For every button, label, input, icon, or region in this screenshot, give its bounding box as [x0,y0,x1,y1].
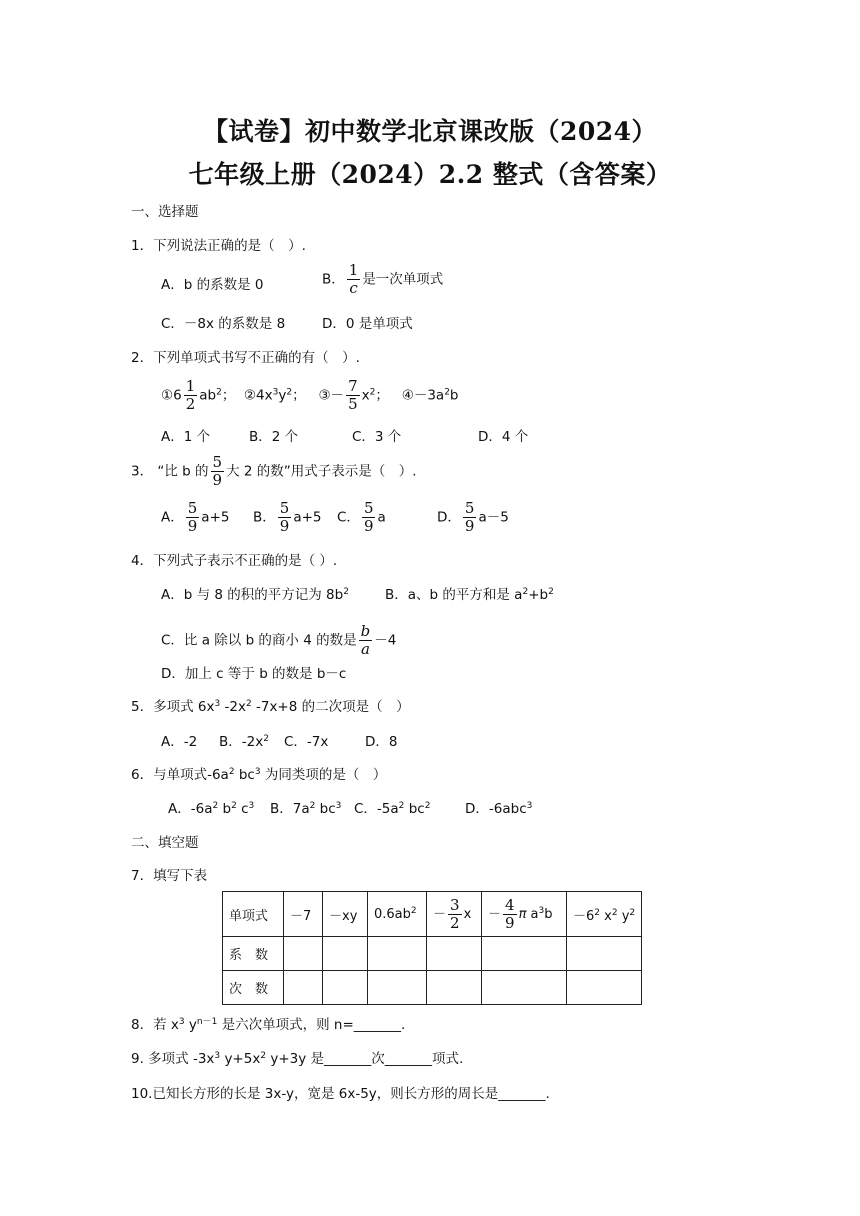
fraction-denominator: 9 [464,517,475,535]
q3-option-b [253,500,322,535]
fraction-denominator: 2 [185,395,196,413]
exponent: 2 [398,801,405,811]
q2-item-2: ②4x [243,387,273,404]
cell-text: － [488,906,502,922]
q2-option-a: A．1 个 [161,429,211,445]
option-text: B．-2x [219,734,264,750]
fraction [278,500,292,535]
fraction-denominator: 9 [212,471,223,489]
pi-symbol: π [518,906,527,922]
fraction-denominator: 5 [348,395,358,413]
option-text: A．-6a [168,801,213,817]
table-cell [427,892,482,937]
table-cell [567,892,642,937]
q4-option-d: D．加上 c 等于 b 的数是 b－c [161,666,347,682]
fraction-denominator: a [360,640,370,658]
fraction [186,500,200,535]
fraction-numerator: 1 [348,261,359,279]
table-row [223,892,642,937]
stem-text: 是六次单项式，则 n=_______. [217,1017,406,1033]
question-5-stem [131,697,410,717]
exponent: 3 [254,767,261,777]
exponent: 2 [548,587,554,597]
q5-option-a: A．-2 [161,734,198,750]
option-text: B．a、b 的平方和是 a [385,587,523,603]
cell-text: － [433,906,447,922]
section-heading-fill: 二、填空题 [131,835,199,851]
q2-item-1-text: ab [199,387,217,404]
q4-option-a [161,585,349,605]
cell-text: x [600,908,612,924]
option-label: C． [337,509,360,526]
stem-text: y+5x [220,1051,261,1067]
fraction [347,262,361,297]
table-cell-blank [368,937,427,971]
fraction-numerator: b [360,622,371,640]
fraction-numerator: 5 [464,499,475,517]
q2-item-2-text: y [278,387,287,404]
q2-option-c: C．3 个 [352,429,402,445]
fraction [211,454,225,489]
exponent: 2 [343,587,349,597]
option-text: a－5 [478,509,509,526]
question-10: 10.已知长方形的长是 3x-y，宽是 6x-5y，则长方形的周长是_______. [131,1086,550,1102]
option-text: +b [528,587,549,603]
q3-option-a [161,500,229,535]
table-cell-blank [368,971,427,1005]
q2-option-d: D．4 个 [478,429,529,445]
fraction-denominator: 9 [279,517,290,535]
stem-text: -2x [220,699,246,715]
option-text: C．比 a 除以 b 的商小 4 的数是 [161,632,357,649]
option-text: b [218,801,232,817]
question-1-stem: 1．下列说法正确的是（ ）. [131,238,306,254]
stem-text: y+3y 是_______次_______项式. [266,1051,464,1067]
option-label: B． [253,509,276,526]
fraction-numerator: 5 [187,499,198,517]
q6-option-b [270,799,341,819]
exponent: 2 [410,905,417,916]
fraction-numerator: 3 [450,895,460,914]
separator: ； [221,387,236,404]
fraction-denominator: 9 [187,517,198,535]
fraction [448,897,462,932]
table-row [223,971,642,1005]
table-cell-blank [482,937,567,971]
fraction [359,623,373,658]
q3-stem-end: 大 2 的数”用式子表示是（ ）. [226,463,417,480]
exponent: 2 [212,801,219,811]
table-row [223,937,642,971]
stem-text: 6．与单项式-6a [131,767,229,783]
cell-text: 0.6ab [374,906,411,922]
separator: ； [375,387,389,404]
question-6-stem [131,765,386,785]
exponent: n－1 [196,1017,218,1027]
q1-option-c: C．－8x 的系数是 8 [161,316,286,332]
exponent: 3 [335,801,342,811]
q2-item-4: ④－3a [401,387,445,404]
exponent: 2 [444,387,450,398]
q2-item-1: ①6 [161,387,182,404]
q2-items [161,378,459,413]
table-cell [482,892,567,937]
fraction-denominator: 9 [363,517,374,535]
exponent: 2 [611,907,618,918]
monomial-table [222,891,642,1005]
q5-option-c: C．-7x [284,734,329,750]
q3-option-d [437,500,509,535]
question-3-stem [131,454,417,489]
question-7-stem: 7．填写下表 [131,868,208,884]
cell-text: x [463,906,472,922]
q2-item-4-text: b [449,387,459,404]
q1-option-b-text: 是一次单项式 [362,271,444,288]
q3-option-c [337,500,386,535]
page-title-line2: 七年级上册（2024）2.2 整式（含答案） [188,160,672,189]
q4-option-c [161,623,396,658]
exponent: 2 [309,801,316,811]
fraction [184,378,198,413]
option-text: a+5 [201,509,230,526]
option-label: A． [161,509,184,526]
fraction-numerator: 5 [212,453,223,471]
option-text: －4 [374,632,397,649]
fraction-numerator: 7 [348,377,358,395]
option-text: C．-5a [354,801,399,817]
question-2-stem: 2．下列单项式书写不正确的有（ ）. [131,350,360,366]
exponent: 2 [369,387,376,398]
table-cell-blank [567,937,642,971]
section-heading-choice: 一、选择题 [131,204,199,220]
fraction-numerator: 1 [185,377,196,395]
stem-text: 9. 多项式 -3x [131,1051,215,1067]
table-cell-blank [323,971,368,1005]
table-cell-blank [323,937,368,971]
exponent: 2 [228,767,235,777]
exponent: 3 [538,905,545,916]
cell-text: a [526,906,539,922]
q1-option-d: D．0 是单项式 [322,316,413,332]
table-header-cell: 次 数 [223,971,284,1005]
fraction-denominator: c [349,279,358,297]
q3-stem-start: 3． “比 b 的 [131,463,209,480]
q2-option-b: B．2 个 [249,429,299,445]
q5-option-d: D．8 [365,734,398,750]
fraction [463,500,477,535]
exponent: 3 [248,801,255,811]
table-cell: －xy [323,892,368,937]
separator: ； [292,387,306,404]
table-header-cell: 系 数 [223,937,284,971]
table-cell-blank [482,971,567,1005]
fraction [362,500,376,535]
exponent: 2 [216,387,222,398]
table-cell [368,892,427,937]
table-cell-blank [284,937,323,971]
exponent: 2 [286,387,293,398]
stem-text: bc [234,767,255,783]
fraction-numerator: 5 [279,499,290,517]
option-text: a [377,509,386,526]
exponent: 2 [260,1051,267,1061]
table-cell-blank [427,937,482,971]
q6-option-c [354,799,430,819]
exponent: 2 [245,699,252,709]
exponent: 3 [272,387,279,398]
option-text: bc [404,801,425,817]
stem-text: 为同类项的是（ ） [260,767,387,783]
exponent: 3 [214,699,221,709]
fraction-numerator: 4 [505,895,515,914]
stem-text: 8．若 x [131,1017,179,1033]
option-text: D．-6abc [465,801,527,817]
exponent: 2 [629,907,636,918]
exponent: 2 [424,801,431,811]
exponent: 2 [231,801,237,811]
exponent: 2 [594,907,601,918]
table-header-cell: 单项式 [223,892,284,937]
question-4-stem: 4．下列式子表示不正确的是（ ）. [131,553,338,569]
option-text: c [236,801,249,817]
fraction-numerator: 5 [363,499,374,517]
fraction-denominator: 9 [505,913,515,932]
option-text: A．b 与 8 的积的平方记为 8b [161,587,344,603]
option-text: bc [315,801,336,817]
stem-text: -7x+8 的二次项是（ ） [251,699,410,715]
table-cell-blank [427,971,482,1005]
question-9 [131,1049,463,1069]
option-text: a+5 [293,509,322,526]
exponent: 3 [526,801,533,811]
q1-option-b [322,262,443,297]
exponent: 2 [522,587,529,597]
fraction [503,897,517,932]
fraction-denominator: 2 [450,913,460,932]
cell-text: b [544,906,553,922]
q1-option-b-label: B． [322,271,345,288]
question-8 [131,1015,405,1035]
q2-item-3-text: x [361,387,370,404]
exponent: 2 [263,734,269,744]
q6-option-a [168,799,254,819]
cell-text: y [617,908,630,924]
exponent: 3 [214,1051,221,1061]
exponent: 3 [178,1017,185,1027]
stem-text: 5．多项式 6x [131,699,215,715]
page-title-line1: 【试卷】初中数学北京课改版（2024） [202,117,658,146]
q6-option-d [465,799,532,819]
q5-option-b [219,732,269,752]
table-cell-blank [567,971,642,1005]
q1-option-a: A．b 的系数是 0 [161,277,264,293]
table-cell: －7 [284,892,323,937]
stem-text: y [184,1017,197,1033]
option-label: D． [437,509,461,526]
option-text: B．7a [270,801,310,817]
fraction [346,378,360,413]
cell-text: －6 [573,908,595,924]
table-cell-blank [284,971,323,1005]
q2-item-3: ③－ [318,387,345,404]
q4-option-b [385,585,554,605]
